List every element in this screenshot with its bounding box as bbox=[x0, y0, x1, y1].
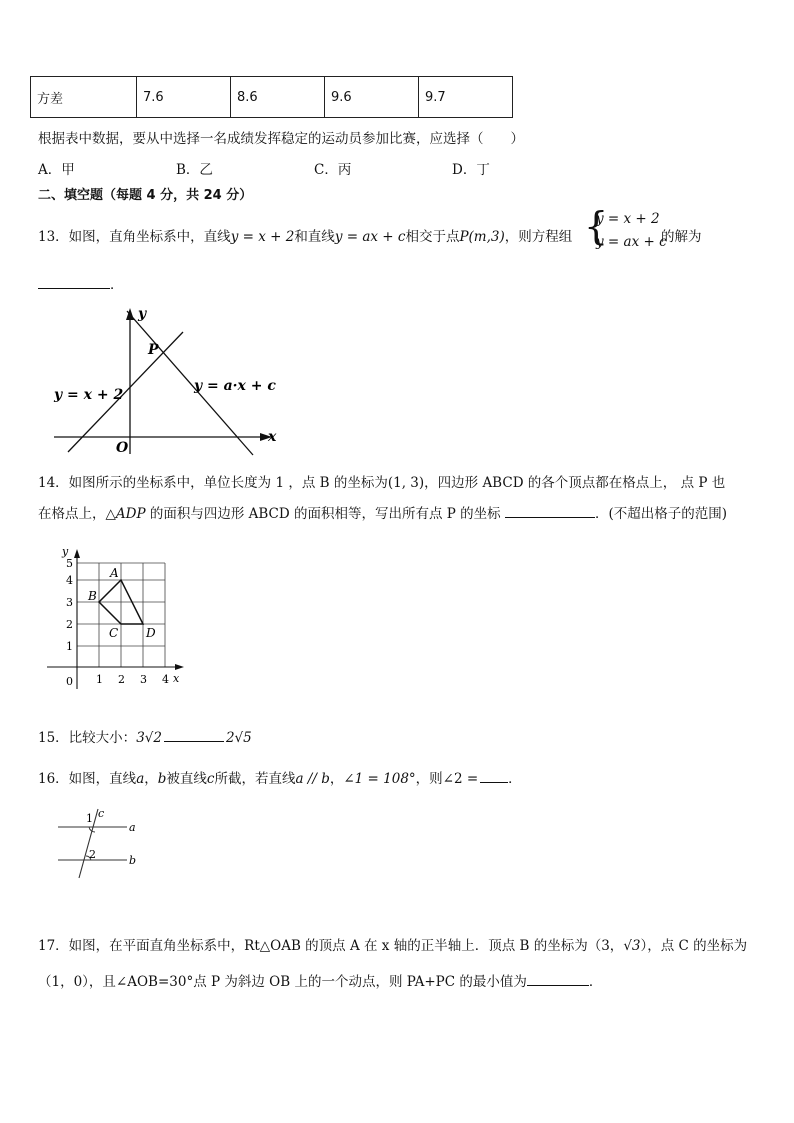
q16-sep: ， bbox=[144, 771, 158, 787]
q13-text-b: 和直线 bbox=[294, 229, 335, 245]
line1-label: y = x + 2 bbox=[54, 387, 124, 403]
table-row bbox=[31, 77, 513, 118]
x-tick-label: 3 bbox=[140, 673, 147, 686]
q17-text-c: （1，0），且∠AOB=30°点 P 为斜边 OB 上的一个动点，则 PA+PC 的最小值为 bbox=[38, 974, 527, 990]
q13-end: ． bbox=[110, 277, 124, 293]
y-tick-label: 5 bbox=[66, 557, 73, 570]
x-tick-label: 2 bbox=[118, 673, 125, 686]
q13-text-c: 相交于点 bbox=[405, 229, 460, 245]
q13-text-e: 的解为 bbox=[661, 229, 702, 245]
q13-system-eq2: y = ax + c bbox=[596, 234, 667, 250]
q14-line2 bbox=[38, 502, 727, 522]
table-row-label: 方差 bbox=[31, 77, 137, 118]
q12-question: 根据表中数据，要从中选择一名成绩发挥稳定的运动员参加比赛，应选择（ ） bbox=[38, 131, 524, 147]
answer-blank bbox=[505, 517, 595, 518]
label-b: b bbox=[129, 854, 137, 867]
y-axis-label: y bbox=[138, 306, 147, 322]
q12-option-b: B．乙 bbox=[176, 162, 213, 178]
q16-a: a bbox=[136, 771, 145, 787]
q15-right: 2√5 bbox=[225, 730, 252, 746]
q13-eq1: y = x + 2 bbox=[230, 229, 295, 245]
variance-table bbox=[30, 76, 513, 118]
y-tick-label: 1 bbox=[66, 640, 73, 653]
q13-system-eq1: y = x + 2 bbox=[596, 211, 660, 227]
q13-text-a: 13．如图，直角坐标系中，直线 bbox=[38, 229, 231, 245]
x-axis-arrow bbox=[175, 664, 184, 670]
q16-text-d: ， bbox=[329, 771, 344, 787]
y-tick-label: 4 bbox=[66, 574, 73, 587]
q14-text-a: 在格点上， bbox=[38, 506, 106, 522]
table-cell: 8.6 bbox=[231, 77, 325, 118]
q17-end: ． bbox=[588, 974, 603, 990]
answer-blank bbox=[480, 782, 508, 783]
q17-sqrt3: √3 bbox=[623, 938, 641, 954]
origin-label: 0 bbox=[66, 675, 73, 688]
q13-point: P(m,3) bbox=[459, 229, 505, 245]
table-cell: 9.6 bbox=[325, 77, 419, 118]
point-p-label: P bbox=[148, 342, 159, 358]
q14-triangle: △ADP bbox=[105, 506, 146, 522]
y-axis-label: y bbox=[62, 545, 69, 558]
q16-figure bbox=[52, 805, 148, 879]
q15-left: 3√2 bbox=[136, 730, 162, 746]
q17-line1 bbox=[38, 934, 747, 954]
q17-text-b: ），点 C 的坐标为 bbox=[640, 938, 748, 954]
q13-text bbox=[38, 225, 572, 245]
table-cell: 7.6 bbox=[137, 77, 231, 118]
section-title: 二、填空题（每题 4 分，共 24 分） bbox=[38, 188, 253, 203]
x-axis-label: x bbox=[268, 429, 277, 445]
origin-label: O bbox=[116, 440, 129, 456]
x-tick-label: 1 bbox=[96, 673, 103, 686]
y-axis-arrow bbox=[74, 549, 80, 558]
answer-blank bbox=[164, 741, 224, 742]
vertex-c-label: C bbox=[109, 626, 119, 640]
line2-label: y = a·x + c bbox=[194, 378, 276, 394]
vertex-a-label: A bbox=[110, 566, 119, 580]
q16-c: c bbox=[206, 771, 215, 787]
q13-eq2: y = ax + c bbox=[334, 229, 406, 245]
q12-option-d: D．丁 bbox=[452, 162, 490, 178]
q16-text bbox=[38, 767, 522, 787]
q13-answer-line bbox=[38, 273, 124, 293]
q16-text-c: 所截，若直线 bbox=[214, 771, 296, 787]
q16-b: b bbox=[157, 771, 167, 787]
angle-2-label: 2 bbox=[89, 848, 96, 861]
q14-text-b: 的面积与四边形 ABCD 的面积相等，写出所有点 P 的坐标 bbox=[145, 506, 501, 522]
answer-blank bbox=[38, 288, 110, 289]
table-cell: 9.7 bbox=[419, 77, 513, 118]
x-axis-label: x bbox=[173, 672, 180, 685]
q16-parallel: a // b bbox=[295, 771, 330, 787]
q15-label: 15．比较大小： bbox=[38, 730, 137, 746]
vertex-d-label: D bbox=[146, 626, 156, 640]
q14-figure bbox=[44, 545, 188, 690]
q17-line2 bbox=[38, 970, 602, 990]
label-a: a bbox=[129, 821, 136, 834]
q14-text-c: ．(不超出格子的范围) bbox=[594, 506, 728, 522]
q13-text-d: ，则方程组 bbox=[504, 229, 573, 245]
x-tick-label: 4 bbox=[162, 673, 169, 686]
q16-text-a: 16．如图，直线 bbox=[38, 771, 137, 787]
q17-text-a: 17．如图，在平面直角坐标系中，Rt△OAB 的顶点 A 在 x 轴的正半轴上．顶点 B 的坐标为（3， bbox=[38, 938, 624, 954]
answer-blank bbox=[527, 985, 589, 986]
vertex-b-label: B bbox=[88, 589, 97, 603]
angle-1-label: 1 bbox=[86, 812, 93, 825]
q12-option-a: A．甲 bbox=[38, 162, 75, 178]
q16-end: ． bbox=[508, 771, 522, 787]
label-c: c bbox=[98, 807, 105, 820]
q16-text-b: 被直线 bbox=[166, 771, 207, 787]
q15-text bbox=[38, 726, 252, 746]
y-tick-label: 3 bbox=[66, 596, 73, 609]
q13-system-brace: { bbox=[584, 204, 609, 248]
y-tick-label: 2 bbox=[66, 618, 73, 631]
q12-option-c: C．丙 bbox=[314, 162, 352, 178]
q16-angle: ∠1 = 108° bbox=[343, 771, 416, 787]
q13-figure bbox=[48, 302, 284, 458]
q14-line1: 14．如图所示的坐标系中，单位长度为 1 ，点 B 的坐标为(1, 3)，四边形 ABCD 的各个顶点都在格点上， 点 P 也 bbox=[38, 475, 726, 491]
q16-text-e: ，则∠2 = bbox=[415, 771, 479, 787]
grid bbox=[77, 563, 165, 667]
